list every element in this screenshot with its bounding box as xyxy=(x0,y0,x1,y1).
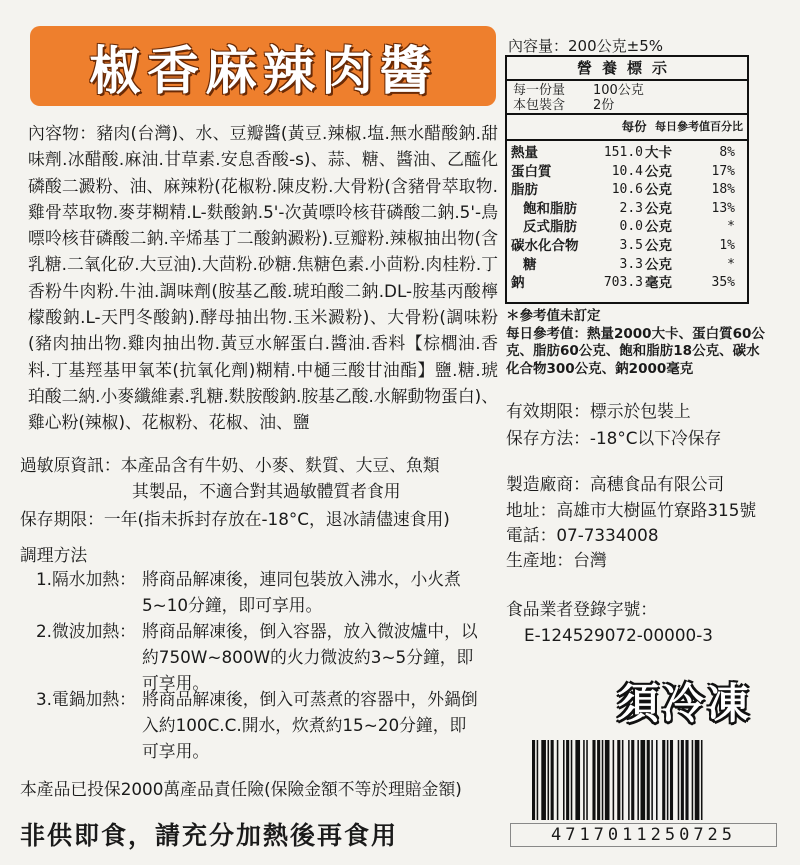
nutrition-row xyxy=(507,163,747,182)
storage-info: 保存方法：-18°C以下冷保存 xyxy=(506,428,722,448)
nutrient-unit: 毫克 xyxy=(645,275,672,292)
method-text: 將商品解凍後，倒入容器，放入微波爐中，以約750W~800W的火力微波約3~5分鐘，即可享用。 xyxy=(142,621,478,693)
nutrient-value: 3.5 xyxy=(619,237,643,253)
nutrition-rows xyxy=(507,141,747,293)
method-label: 3.電鍋加熱： xyxy=(36,689,136,709)
nutrient-name: 鈉 xyxy=(511,275,525,292)
serving-value: 100公克 xyxy=(593,83,644,98)
nutrient-value: 703.3 xyxy=(603,275,643,291)
allergen-line-2: 其製品，不適合對其過敏體質者食用 xyxy=(132,481,401,501)
nutrient-dv: * xyxy=(727,256,735,272)
nutrient-name: 飽和脂肪 xyxy=(523,200,577,217)
nutrition-row xyxy=(507,144,747,163)
nutrient-dv: 18% xyxy=(711,182,735,198)
registration-label: 食品業者登錄字號： xyxy=(506,599,658,619)
nutrition-row xyxy=(507,237,747,256)
frozen-badge: 須冷凍 xyxy=(616,679,752,728)
registration xyxy=(506,596,713,648)
shelf-life xyxy=(20,506,510,532)
allergen-label: 過敏原資訊： xyxy=(20,455,121,475)
nutrient-name: 脂肪 xyxy=(511,182,538,199)
nutrition-row xyxy=(507,200,747,219)
nutrient-value: 2.3 xyxy=(619,200,643,216)
insurance-note: 本產品已投保2000萬產品責任險(保險金額不等於理賠金額) xyxy=(20,779,462,799)
registration-number: E-124529072-00000-3 xyxy=(524,625,713,645)
nutrient-name: 碳水化合物 xyxy=(511,237,579,254)
nutrient-value: 10.6 xyxy=(611,182,643,198)
nutrient-dv: 8% xyxy=(719,145,735,160)
nutrient-dv: 13% xyxy=(711,200,735,216)
allergen-line-1: 本產品含有牛奶、小麥、麩質、大豆、魚類 xyxy=(120,455,440,475)
shelf-life-label: 保存期限： xyxy=(20,509,104,529)
nutrition-note xyxy=(506,308,766,378)
net-content: 內容量：200公克±5% xyxy=(508,37,663,55)
nutrient-dv: 35% xyxy=(711,275,735,291)
nutrient-value: 10.4 xyxy=(611,163,643,179)
cooking-method-2 xyxy=(36,618,482,696)
address-info: 地址：高雄市大樹區竹寮路315號 xyxy=(506,500,757,520)
nutrient-value: 3.3 xyxy=(619,256,643,272)
cooking-heading: 調理方法 xyxy=(20,545,88,565)
nutrition-table xyxy=(505,55,749,304)
nutrient-unit: 公克 xyxy=(645,237,672,254)
cooking-method-1 xyxy=(36,566,482,618)
origin-info: 生產地：台灣 xyxy=(506,550,607,570)
nutrient-unit: 公克 xyxy=(645,163,672,180)
serving-label: 每一份量 xyxy=(513,83,566,98)
nutrient-unit: 公克 xyxy=(645,200,672,217)
nutrient-name: 反式脂肪 xyxy=(523,219,577,236)
nutrient-name: 糖 xyxy=(523,256,537,273)
nutrition-row xyxy=(507,181,747,200)
nutrient-dv: 1% xyxy=(719,237,735,253)
servings-value: 2份 xyxy=(593,98,615,113)
expiry-info: 有效期限：標示於包裝上 xyxy=(506,401,691,421)
col-per-serving: 每份 xyxy=(621,119,647,134)
cooking-method-3 xyxy=(36,686,482,764)
nutrient-unit: 大卡 xyxy=(645,145,672,161)
nutrient-dv: * xyxy=(727,219,735,235)
nutrient-unit: 公克 xyxy=(645,219,672,236)
phone-info: 電話：07-7334008 xyxy=(506,525,659,545)
ingredients-text: 內容物：豬肉(台灣)、水、豆瓣醬(黃豆.辣椒.塩.無水醋酸鈉.甜味劑.冰醋酸.麻油.甘草素.安息香酸-s)、蒜、糖、醬油、乙醯化磷酸二澱粉、油、麻辣粉(花椒粉.陳皮粉.大骨粉(含豬骨萃取物.雞骨萃取物.麥芽糊精.L-麩酸鈉.5'-次黃嘌呤核苷磷酸二鈉.5'-鳥嘌呤核苷磷酸二鈉.辛烯基丁二酸鈉澱粉).豆瓣粉.辣椒抽出物(含乳糖.二氧化矽.大豆油).大茴粉.砂糖.焦糖色素.小茴粉.肉桂粉.丁香粉牛肉粉.牛油.調味劑(胺基乙酸.琥珀酸二鈉.DL-胺基丙酸檸檬酸鈉.L-天門冬酸鈉).酵母抽出物.玉米澱粉)、大骨粉(調味粉(豬肉抽出物.雞肉抽出物.黃豆水解蛋白.醬油.香料【棕櫚油.香料.丁基羥基甲氧苯(抗氧化劑)糊精.中樋三酸甘油酯】鹽.糖.琥珀酸二納.小麥纖維素.乳糖.麩胺酸鈉.胺基乙酸.水解動物蛋白)、雞心粉(辣椒)、花椒粉、花椒、油、鹽 xyxy=(28,123,498,433)
nutrient-value: 151.0 xyxy=(603,145,643,160)
heating-warning: 非供即食，請充分加熱後再食用 xyxy=(20,821,399,850)
nutrition-row xyxy=(507,274,747,293)
nutrition-serving xyxy=(507,81,747,115)
nutrition-row xyxy=(507,256,747,275)
col-daily-value: 每日參考值百分比 xyxy=(655,120,743,133)
barcode-icon xyxy=(532,740,770,820)
method-text: 將商品解凍後，連同包裝放入沸水，小火煮5~10分鐘，即可享用。 xyxy=(142,569,461,615)
manufacturer-info: 製造廠商：高穗食品有限公司 xyxy=(506,474,725,494)
product-title: 椒香麻辣肉醬 xyxy=(30,26,496,106)
method-text: 將商品解凍後，倒入可蒸煮的容器中，外鍋倒入約100C.C.開水，炊煮約15~20分鐘，即可享用。 xyxy=(142,689,478,761)
allergen-info xyxy=(20,452,510,504)
method-label: 1.隔水加熱： xyxy=(36,569,136,589)
servings-label: 本包裝含 xyxy=(513,98,566,113)
shelf-life-text: 一年(指未拆封存放在-18°C，退冰請儘速食用) xyxy=(103,509,450,529)
nutrient-name: 蛋白質 xyxy=(511,163,552,180)
barcode-number: 4717011250725 xyxy=(510,823,777,847)
nutrient-dv: 17% xyxy=(711,163,735,179)
nutrient-value: 0.0 xyxy=(619,219,643,235)
nutrition-note-title: ＊參考值未訂定 xyxy=(506,308,601,324)
nutrient-name: 熱量 xyxy=(511,145,538,161)
nutrient-unit: 公克 xyxy=(645,182,672,199)
nutrition-row xyxy=(507,218,747,237)
nutrition-header xyxy=(507,115,747,141)
nutrient-unit: 公克 xyxy=(645,256,672,273)
nutrition-title: 營養標示 xyxy=(507,57,747,81)
nutrition-note-body: 每日參考值：熱量2000大卡、蛋白質60公克、脂肪60公克、飽和脂肪18公克、碳水化合物300公克、鈉2000毫克 xyxy=(506,325,765,377)
method-label: 2.微波加熱： xyxy=(36,621,136,641)
